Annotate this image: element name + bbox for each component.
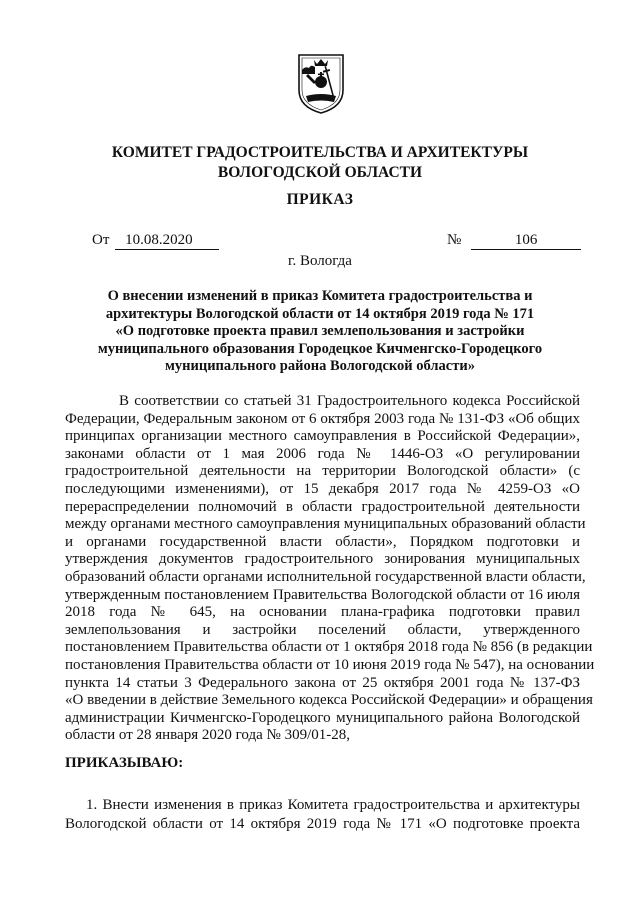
body-line: постановления Правительства области от 10 июня 2019 года № 547), на основании xyxy=(65,656,595,673)
number-field xyxy=(447,231,581,250)
body-line: законами области от 1 мая 2006 года № 1446-ОЗ «О регулировании xyxy=(65,445,580,462)
document-subject xyxy=(70,288,570,376)
body-line: землепользования и застройки поселений области, утвержденного xyxy=(65,621,580,638)
body-line: и органами государственной власти области», Порядком подготовки и xyxy=(65,533,580,550)
body-line: образований области органами исполнительной государственной власти области, xyxy=(65,568,586,585)
body-line: Федерации, Федеральным законом от 6 октября 2003 года № 131-ФЗ «Об общих xyxy=(65,410,580,427)
subject-line: «О подготовке проекта правил землепользования и застройки xyxy=(115,323,525,339)
preamble-paragraph xyxy=(65,393,595,745)
point-1 xyxy=(65,796,580,834)
body-line: «О введении в действие Земельного кодекса Российской Федерации» и обращения xyxy=(65,692,593,709)
body-line: области от 28 января 2020 года № 309/01-28, xyxy=(65,727,350,744)
document-type: ПРИКАЗ xyxy=(286,191,354,208)
body-line: последующими изменениями), от 15 декабря 2017 года № 4259-ОЗ «О xyxy=(65,480,580,497)
subject-line: О внесении изменений в приказ Комитета градостроительства и xyxy=(107,288,533,304)
subject-line: муниципального образования Городецкое Кичменгско-Городецкого xyxy=(97,340,543,357)
point-line: Вологодской области от 14 октября 2019 года № 171 «О подготовке проекта xyxy=(65,816,580,832)
body-line: между органами местного самоуправления муниципальных образований области xyxy=(65,516,586,533)
point-line: 1. Внести изменения в приказ Комитета градостроительства и архитектуры xyxy=(86,797,580,813)
subject-line: архитектуры Вологодской области от 14 октября 2019 года № 171 xyxy=(105,305,535,322)
body-line: принципах организации местного самоуправления в Российской Федерации», xyxy=(65,428,580,445)
number-prefix: № xyxy=(447,232,462,248)
body-line: пункта 14 статьи 3 Федерального закона от 25 октября 2001 года № 137-ФЗ xyxy=(65,674,580,691)
body-line: утвержденным постановлением Правительства Вологодской области от 16 июля xyxy=(65,586,580,603)
committee-name-line1: КОМИТЕТ ГРАДОСТРОИТЕЛЬСТВА И АРХИТЕКТУРЫ xyxy=(111,144,529,161)
committee-name-line2: ВОЛОГОДСКОЙ ОБЛАСТИ xyxy=(217,164,423,181)
coat-of-arms-icon xyxy=(296,52,346,116)
body-line: утверждения документов градостроительного зонирования муниципальных xyxy=(65,551,580,568)
date-field xyxy=(92,231,219,250)
body-line: администрации Кичменгско-Городецкого муниципального района Вологодской xyxy=(65,709,580,726)
body-line: градостроительной деятельности на территории Вологодской области» (с xyxy=(65,463,580,480)
city: г. Вологда xyxy=(288,253,352,269)
body-line: перераспределении полномочий в области градостроительной деятельности xyxy=(65,498,580,515)
date-prefix: От xyxy=(92,232,110,248)
body-line: В соответствии со статьей 31 Градостроительного кодекса Российской xyxy=(119,393,580,409)
date-value: 10.08.2020 xyxy=(115,231,219,250)
decree-word: ПРИКАЗЫВАЮ: xyxy=(65,755,184,771)
body-line: постановлением Правительства области от 1 октября 2018 года № 856 (в редакции xyxy=(65,639,593,656)
body-line: 2018 года № 645, на основании плана-графика подготовки правил xyxy=(65,604,580,621)
subject-line: муниципального района Вологодской области» xyxy=(165,358,475,374)
number-value: 106 xyxy=(471,231,581,250)
